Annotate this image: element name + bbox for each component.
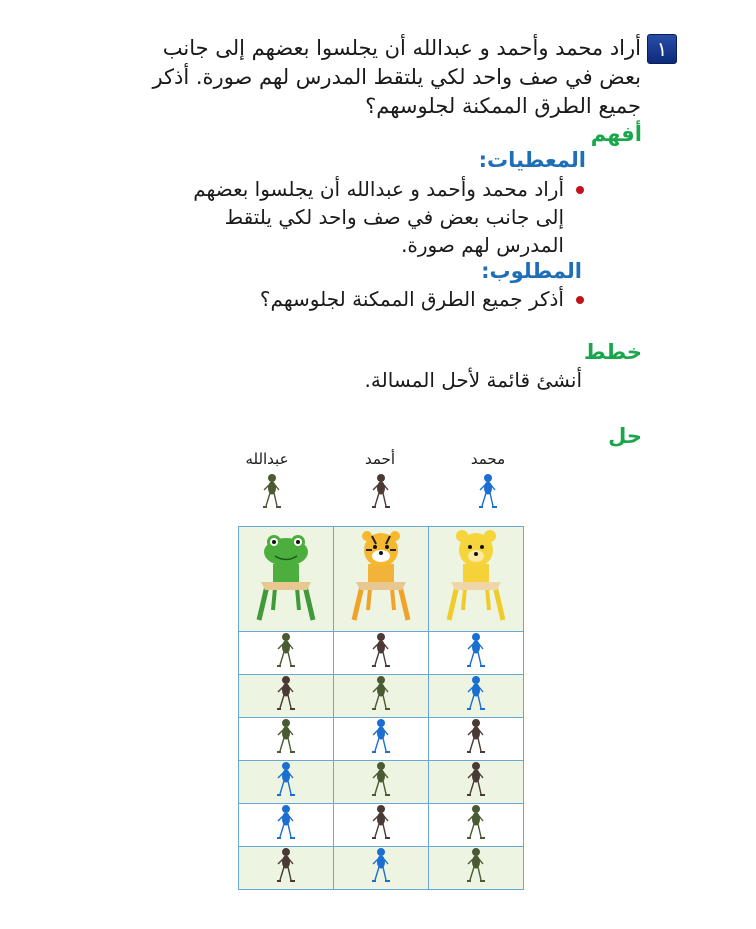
plan-heading: خطط bbox=[583, 340, 642, 364]
table-row bbox=[239, 847, 524, 890]
stick-figure-abdullah-icon bbox=[271, 718, 301, 756]
seat-cell bbox=[239, 847, 334, 890]
seat-cell bbox=[334, 761, 429, 804]
bullet-dot bbox=[576, 186, 584, 194]
stick-figure-mohammad-icon bbox=[461, 675, 491, 713]
required-text: أذكر جميع الطرق الممكنة لجلوسهم؟ bbox=[259, 287, 564, 311]
seat-cell bbox=[239, 761, 334, 804]
required-bullet bbox=[260, 285, 564, 313]
stick-figure-abdullah-icon bbox=[366, 761, 396, 799]
givens-line-3: المدرس لهم صورة. bbox=[401, 233, 564, 257]
column-name-abdullah: عبدالله bbox=[245, 450, 289, 468]
seat-cell bbox=[429, 804, 524, 847]
stick-figure-abdullah-icon bbox=[461, 804, 491, 842]
stick-figure-abdullah-icon bbox=[257, 474, 287, 510]
stick-figure-abdullah-icon bbox=[271, 632, 301, 670]
stick-figure-mohammad-icon bbox=[473, 474, 503, 510]
givens-bullet bbox=[193, 175, 564, 259]
givens-line-2: إلى جانب بعض في صف واحد لكي يلتقط bbox=[224, 205, 564, 229]
stick-figure-ahmad-icon bbox=[366, 474, 396, 510]
seat-cell bbox=[429, 675, 524, 718]
tiger-chair-icon bbox=[346, 530, 416, 624]
stick-figure-mohammad-icon bbox=[366, 718, 396, 756]
seat-cell bbox=[239, 718, 334, 761]
stick-figure-ahmad-icon bbox=[461, 761, 491, 799]
stick-figure-ahmad-icon bbox=[366, 632, 396, 670]
seat-cell bbox=[334, 718, 429, 761]
givens-line-1: أراد محمد وأحمد و عبدالله أن يجلسوا بعضهم bbox=[193, 177, 564, 201]
column-name-ahmad: أحمد bbox=[365, 450, 395, 468]
understand-heading: أفهم bbox=[590, 122, 642, 146]
table-row bbox=[239, 675, 524, 718]
solve-heading: حل bbox=[608, 424, 642, 448]
problem-number-badge: ١ bbox=[647, 34, 677, 64]
seating-table bbox=[238, 526, 524, 890]
stick-figure-abdullah-icon bbox=[461, 847, 491, 885]
seat-cell bbox=[334, 675, 429, 718]
stick-figure-ahmad-icon bbox=[271, 675, 301, 713]
column-name-mohammad: محمد bbox=[470, 450, 506, 468]
stick-figure-ahmad-icon bbox=[461, 718, 491, 756]
stick-figure-mohammad-icon bbox=[366, 847, 396, 885]
stick-figure-mohammad-icon bbox=[271, 804, 301, 842]
seat-cell bbox=[239, 675, 334, 718]
bear-chair-icon bbox=[441, 530, 511, 624]
seat-cell bbox=[429, 632, 524, 675]
table-row bbox=[239, 761, 524, 804]
frog-chair-icon bbox=[251, 530, 321, 624]
plan-text: أنشئ قائمة لأحل المسالة. bbox=[364, 368, 582, 392]
seat-cell bbox=[334, 847, 429, 890]
chair-cell bbox=[429, 527, 524, 632]
seat-cell bbox=[429, 761, 524, 804]
stick-figure-ahmad-icon bbox=[366, 804, 396, 842]
required-heading: المطلوب: bbox=[481, 259, 582, 283]
stick-figure-ahmad-icon bbox=[271, 847, 301, 885]
bullet-dot bbox=[576, 296, 584, 304]
seat-cell bbox=[334, 632, 429, 675]
table-row bbox=[239, 718, 524, 761]
seat-cell bbox=[239, 632, 334, 675]
seat-cell bbox=[334, 804, 429, 847]
chair-row bbox=[239, 527, 524, 632]
stick-figure-abdullah-icon bbox=[366, 675, 396, 713]
seat-cell bbox=[239, 804, 334, 847]
problem-text: أراد محمد وأحمد و عبدالله أن يجلسوا بعضهم إلى جانب بعض في صف واحد لكي يلتقط المدرس لهم صورة. أذكر جميع الطرق الممكنة لجلوسهم؟ bbox=[152, 36, 641, 118]
seat-cell bbox=[429, 847, 524, 890]
chair-cell bbox=[334, 527, 429, 632]
table-row bbox=[239, 632, 524, 675]
table-row bbox=[239, 804, 524, 847]
givens-heading: المعطيات: bbox=[478, 148, 586, 172]
stick-figure-mohammad-icon bbox=[271, 761, 301, 799]
chair-cell bbox=[239, 527, 334, 632]
seat-cell bbox=[429, 718, 524, 761]
stick-figure-mohammad-icon bbox=[461, 632, 491, 670]
